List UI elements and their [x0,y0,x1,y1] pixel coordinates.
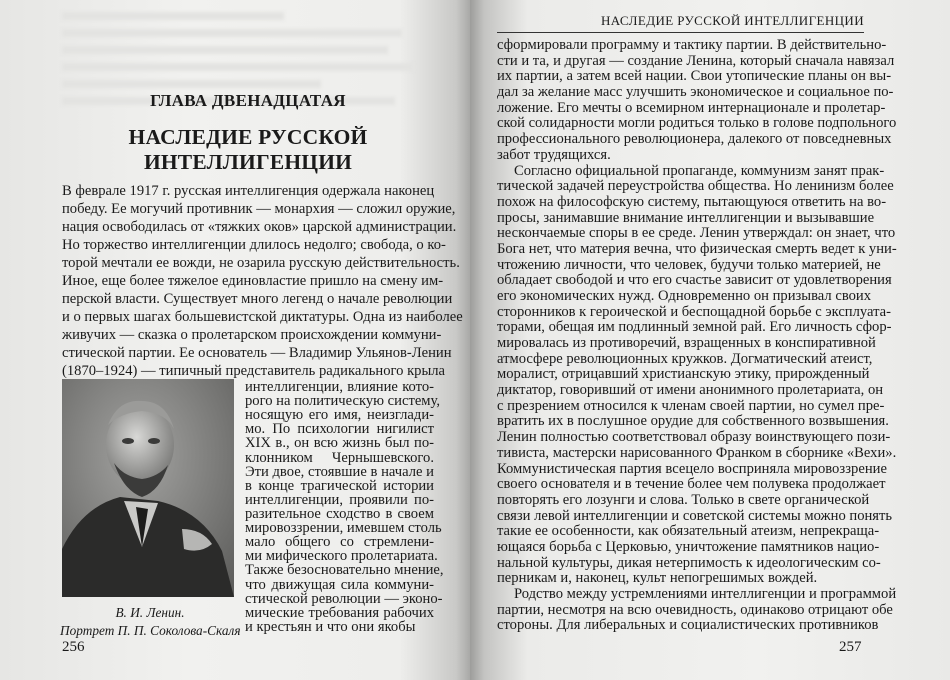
body-line: Эти двое, стоявшие в начале и [245,463,434,480]
body-line: мировоззрении, имевшем столь [245,520,442,537]
body-line: интеллигенции, влияние кото- [245,379,434,395]
body-line: стороны. Для либеральных и социалистических противников [497,617,879,634]
running-head: НАСЛЕДИЕ РУССКОЙ ИНТЕЛЛИГЕНЦИИ [497,13,864,33]
body-line: такие ее особенности, как обязательный атеизм, непрекраща- [497,523,880,540]
body-line: Коммунистическая партия всецело восприняла мировоззрение [497,460,887,477]
body-line: своего основателя и в течение более чем полувека продолжает [497,476,886,493]
body-line: сторонников к героической и беспощадной борьбе с эксплуата- [497,303,891,320]
body-line: нальной культуры, дикая нетерпимость к идеологическим со- [497,554,881,571]
body-line: сти и та, и другая — создание Ленина, который сначала навязал [497,52,895,69]
body-line: Также безосновательно мнение, [245,562,444,579]
body-line: (1870–1924) — типичный представитель радикального крыла [62,363,446,379]
body-line: Согласно официальной пропаганде, коммунизм занят прак- [514,162,885,179]
body-line: атмосфере революционных кружков. Догматический атеист, [497,350,873,367]
body-line: мало общего со стремлени- [245,534,434,551]
body-line: ми мифического пролетариата. [245,548,438,565]
body-line: стической революции — эконо- [245,590,443,607]
body-line: ющаяся борьба с Церковью, уничтожение памятников нацио- [497,538,880,555]
body-line: интеллигенции, проявили по- [245,491,434,508]
body-line: что движущая сила коммуни- [245,576,434,593]
body-line: рого на политическую систему, [245,393,441,410]
body-line: его экономических нужд. Одновременно он призывал своих [497,287,872,304]
chapter-label: ГЛАВА ДВЕНАДЦАТАЯ [150,91,346,110]
body-line: профессионального революционера, далекого от повседневных [497,131,892,148]
body-line: чтожению личности, что человек, будучи только материей, не [497,256,881,273]
body-line: стической партии. Ее основатель — Владимир Ульянов-Ленин [62,345,452,361]
body-line: мические требования рабочих [245,604,434,621]
body-line: Иное, еще более тяжелое единовластие пришло на смену им- [62,273,444,289]
body-line: связи левой интеллигенции и советской системы можно понять [497,507,893,524]
body-line: их партии, а затем всей нации. Свои утопические планы он вы- [497,68,892,85]
body-line: нескончаемые споры в ее среде. Ленин утверждал: он знает, что [497,225,896,242]
left-page [0,0,470,680]
body-line: Родство между устремлениями интеллигенции и программой [514,585,897,602]
body-line: сформировали программу и тактику партии. В действительно- [497,37,887,53]
body-line: мировалась из противоречий, взращенных в конспиративной [497,335,876,351]
image-caption-credit: Портрет П. П. Соколова-Скаля [60,623,241,638]
body-line: с презрением относился к членам своей партии, но сумел пре- [497,397,885,414]
body-line: живучих — сказка о пролетарском происхождении коммуни- [62,327,442,343]
body-line: вратить их в послушное орудие для собственного возвышения. [497,413,889,430]
body-line: в конце трагической истории [245,477,434,494]
image-caption-title: В. И. Ленин. [115,605,185,620]
body-line: тивиста, мастерски нарисованного Франком в сборнике «Вехи». [497,444,897,461]
body-line: повторять его лозунги и слова. Только в свете органической [497,491,870,508]
body-line: партии, несмотря на всю очевидность, одинаково отрицают обе [497,601,893,618]
body-line: торами, обещая им подлинный земной рай. Его личность сфор- [497,319,892,336]
body-line: перской власти. Существует много легенд о начале революции [62,291,453,307]
body-line: обладает свободой и что его счастье зависит от удовлетворения [497,272,892,289]
body-line: Ленин полностью соответствовал образу воинствующего пози- [497,429,891,446]
body-line: и о первых шагах большевистской диктатуры. Одна из наиболее [62,309,463,325]
body-line: разительное сходство в своем [245,506,434,522]
portrait-image [62,379,234,597]
body-line: торой мечтали ее вожди, не озарила русскую действительность. [62,255,460,271]
body-line: нация освободилась от «тяжких оков» царской администрации. [62,219,457,235]
body-line: ложение. Его мечты о всемирном интернационале и пролетар- [497,99,886,116]
body-line: Но торжество интеллигенции длилось недолго; свобода, о ко- [62,237,446,253]
body-line: XIX в., он всю жизнь был по- [245,435,434,452]
body-line: тической задачей переустройства общества. Но ленинизм более [497,178,894,195]
body-line: клонником Чернышевского. [245,449,434,466]
chapter-title: НАСЛЕДИЕ РУССКОЙ ИНТЕЛЛИГЕНЦИИ [128,125,368,174]
body-line: похож на философскую систему, пытающуюся ответить на во- [497,193,887,210]
body-line: забот трудящихся. [497,146,611,163]
body-line: моралист, отрицавший христианскую этику, прирожденный [497,366,870,383]
body-line: диктатор, говоривший от имени анонимного пролетариата, он [497,382,884,399]
body-line: перникам и, наконец, культ непогрешимых вождей. [497,570,818,587]
body-line: и крестьян и что они якобы [245,618,416,635]
body-line: Бога нет, что материя вечна, что физическая смерть ведет к уни- [497,240,897,257]
body-line: просы, занимавшие внимание интеллигенции и вызывавшие [497,209,875,226]
body-line: В феврале 1917 г. русская интеллигенция одержала наконец [62,183,435,199]
body-line: носящую его имя, неизглади- [245,407,434,424]
body-line: дал за желание масс улучшить экономическое и социальное по- [497,84,894,101]
page-number-right: 257 [839,639,862,655]
body-line: мо. По психологии нигилист [245,421,434,438]
page-number-left: 256 [62,639,85,655]
body-line: ской солидарности могли родиться только в голове подпольного [497,115,897,132]
body-line: победу. Ее могучий противник — монархия — сложил оружие, [62,201,456,217]
